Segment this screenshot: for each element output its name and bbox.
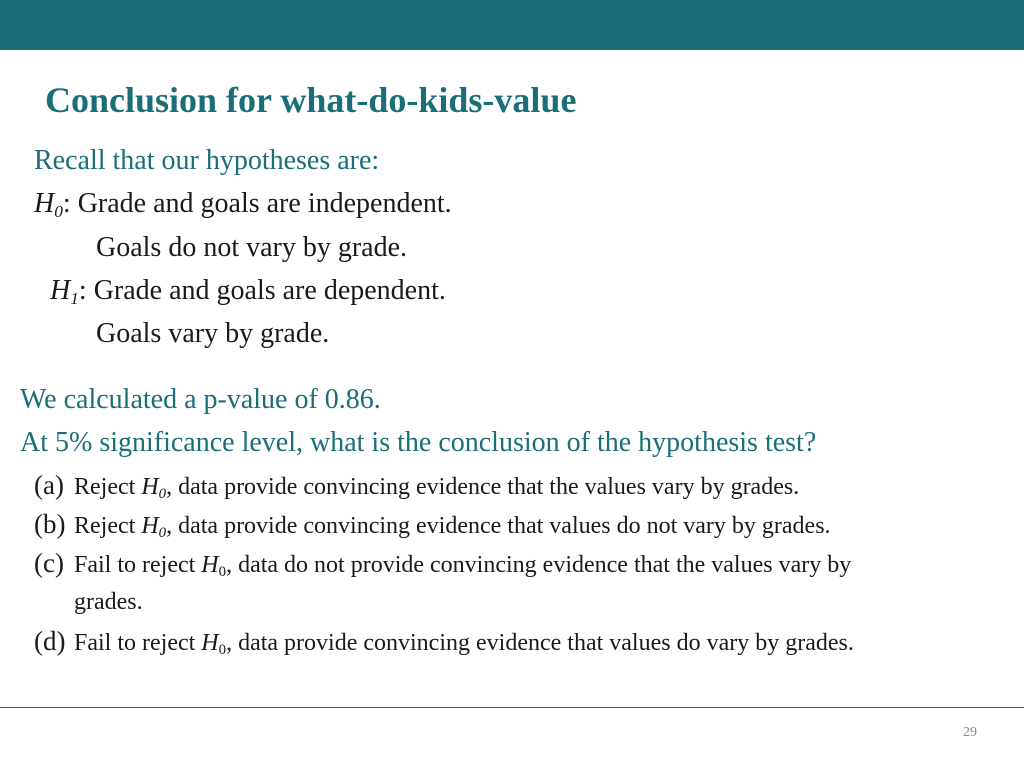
option-a-sub: 0 [158, 486, 167, 503]
option-c-text: , data do not provide convincing evidence that the values vary by [226, 552, 852, 578]
pvalue-text: We calculated a p-value of 0.86. [20, 384, 381, 415]
option-a-text: , data provide convincing evidence that the values vary by grades. [166, 474, 800, 500]
option-b-text: , data provide convincing evidence that values do not vary by grades. [166, 513, 831, 539]
option-c-continuation: grades. [74, 589, 143, 615]
footer-divider [0, 707, 1024, 708]
option-d-pre: Fail to reject [74, 630, 202, 656]
option-d-text: , data provide convincing evidence that values do vary by grades. [226, 630, 854, 656]
option-a-h: H [141, 474, 159, 500]
h1-subscript: 1 [70, 288, 79, 308]
h1-statement-text: : Grade and goals are dependent. [78, 275, 446, 306]
option-b-pre: Reject [74, 513, 142, 539]
header-bar [0, 0, 1024, 50]
h0-symbol: H [34, 188, 55, 219]
option-b-sub: 0 [158, 525, 167, 542]
option-c-sub: 0 [218, 564, 227, 581]
h0-subscript: 0 [54, 201, 63, 221]
option-b-h: H [141, 513, 159, 539]
h0-restatement: Goals do not vary by grade. [96, 232, 408, 263]
recall-text: Recall that our hypotheses are: [34, 145, 380, 176]
slide-title: Conclusion for what-do-kids-value [45, 80, 577, 120]
option-c-h: H [201, 552, 219, 578]
option-d-h: H [201, 630, 219, 656]
page-number: 29 [963, 725, 977, 740]
option-a-pre: Reject [74, 474, 142, 500]
h0-statement [34, 184, 452, 224]
option-a [34, 467, 799, 505]
h0-statement-text: : Grade and goals are independent. [62, 188, 452, 219]
option-d [34, 623, 854, 661]
h1-statement [50, 271, 446, 311]
h1-restatement: Goals vary by grade. [96, 318, 330, 349]
option-d-sub: 0 [218, 642, 227, 659]
option-c [34, 545, 851, 583]
option-c-label: (c) [34, 548, 64, 578]
option-a-label: (a) [34, 470, 64, 500]
option-b-label: (b) [34, 509, 66, 539]
question-text: At 5% significance level, what is the conclusion of the hypothesis test? [20, 427, 817, 458]
option-b [34, 506, 831, 544]
option-c-pre: Fail to reject [74, 552, 202, 578]
option-d-label: (d) [34, 626, 66, 656]
h1-symbol: H [50, 275, 71, 306]
